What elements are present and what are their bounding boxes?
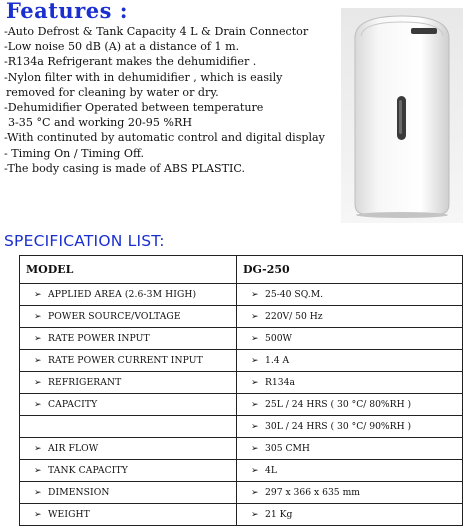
table-row bbox=[20, 284, 463, 306]
feature-item: -R134a Refrigerant makes the dehumidifier . bbox=[4, 55, 257, 69]
dehumidifier-product-image bbox=[341, 8, 463, 223]
model-label: MODEL bbox=[20, 256, 237, 284]
param-name: TANK CAPACITY bbox=[48, 465, 128, 476]
param-cell bbox=[20, 350, 237, 372]
value-cell bbox=[237, 438, 463, 460]
arrow-bullet-icon: ➢ bbox=[34, 378, 42, 388]
param-value: 30L / 24 HRS ( 30 °C/ 90%RH ) bbox=[265, 421, 412, 432]
param-name: AIR FLOW bbox=[48, 443, 99, 454]
param-name: POWER SOURCE/VOLTAGE bbox=[48, 311, 181, 322]
table-row bbox=[20, 350, 463, 372]
table-header-row bbox=[20, 256, 463, 284]
features-list bbox=[4, 24, 334, 176]
param-value: 297 x 366 x 635 mm bbox=[265, 487, 360, 498]
table-row bbox=[20, 504, 463, 526]
param-cell bbox=[20, 394, 237, 416]
value-cell bbox=[237, 306, 463, 328]
value-cell bbox=[237, 284, 463, 306]
param-cell bbox=[20, 372, 237, 394]
arrow-bullet-icon: ➢ bbox=[251, 466, 259, 476]
arrow-bullet-icon: ➢ bbox=[251, 488, 259, 498]
param-name: RATE POWER INPUT bbox=[48, 333, 150, 344]
param-cell bbox=[20, 460, 237, 482]
arrow-bullet-icon: ➢ bbox=[34, 466, 42, 476]
feature-item: - Timing On / Timing Off. bbox=[4, 146, 144, 160]
value-cell bbox=[237, 416, 463, 438]
feature-item: 3-35 °C and working 20-95 %RH bbox=[8, 116, 192, 130]
arrow-bullet-icon: ➢ bbox=[251, 444, 259, 454]
table-row bbox=[20, 438, 463, 460]
table-row bbox=[20, 372, 463, 394]
table-row bbox=[20, 460, 463, 482]
param-value: 4L bbox=[265, 465, 277, 476]
feature-item: -Low noise 50 dB (A) at a distance of 1 m. bbox=[4, 40, 240, 54]
value-cell bbox=[237, 460, 463, 482]
arrow-bullet-icon: ➢ bbox=[251, 334, 259, 344]
table-row bbox=[20, 394, 463, 416]
arrow-bullet-icon: ➢ bbox=[251, 510, 259, 520]
param-value: 25-40 SQ.M. bbox=[265, 289, 324, 300]
feature-item: -The body casing is made of ABS PLASTIC. bbox=[4, 161, 246, 175]
param-cell bbox=[20, 438, 237, 460]
value-cell bbox=[237, 328, 463, 350]
arrow-bullet-icon: ➢ bbox=[251, 378, 259, 388]
arrow-bullet-icon: ➢ bbox=[251, 356, 259, 366]
arrow-bullet-icon: ➢ bbox=[251, 312, 259, 322]
arrow-bullet-icon: ➢ bbox=[34, 312, 42, 322]
feature-item: -With continuted by automatic control and digital display bbox=[4, 131, 325, 145]
feature-item: -Dehumidifier Operated between temperature bbox=[4, 101, 264, 115]
param-name: APPLIED AREA (2.6-3M HIGH) bbox=[48, 289, 197, 300]
arrow-bullet-icon: ➢ bbox=[251, 400, 259, 410]
param-cell bbox=[20, 482, 237, 504]
table-row bbox=[20, 306, 463, 328]
arrow-bullet-icon: ➢ bbox=[34, 290, 42, 300]
param-cell bbox=[20, 306, 237, 328]
param-value: R134a bbox=[265, 377, 295, 388]
arrow-bullet-icon: ➢ bbox=[34, 334, 42, 344]
param-cell bbox=[20, 504, 237, 526]
param-value: 500W bbox=[265, 333, 292, 344]
param-cell bbox=[20, 328, 237, 350]
arrow-bullet-icon: ➢ bbox=[34, 400, 42, 410]
table-row bbox=[20, 482, 463, 504]
arrow-bullet-icon: ➢ bbox=[34, 488, 42, 498]
arrow-bullet-icon: ➢ bbox=[34, 510, 42, 520]
features-title: Features : bbox=[6, 0, 129, 23]
param-value: 21 Kg bbox=[265, 509, 293, 520]
param-name: RATE POWER CURRENT INPUT bbox=[48, 355, 203, 366]
table-row bbox=[20, 416, 463, 438]
arrow-bullet-icon: ➢ bbox=[34, 356, 42, 366]
param-name: WEIGHT bbox=[48, 509, 90, 520]
param-name: CAPACITY bbox=[48, 399, 98, 410]
feature-item: -Auto Defrost & Tank Capacity 4 L & Drain Connector bbox=[4, 25, 309, 38]
value-cell bbox=[237, 504, 463, 526]
param-name: DIMENSION bbox=[48, 487, 110, 498]
specification-table bbox=[19, 255, 463, 526]
arrow-bullet-icon: ➢ bbox=[251, 422, 259, 432]
param-cell bbox=[20, 284, 237, 306]
param-cell-empty bbox=[20, 416, 237, 438]
feature-item: -Nylon filter with in dehumidifier , which is easily bbox=[4, 70, 283, 84]
specification-title: SPECIFICATION LIST: bbox=[4, 232, 165, 250]
value-cell bbox=[237, 394, 463, 416]
arrow-bullet-icon: ➢ bbox=[34, 444, 42, 454]
param-value: 25L / 24 HRS ( 30 °C/ 80%RH ) bbox=[265, 399, 412, 410]
param-value: 1.4 A bbox=[265, 355, 290, 366]
value-cell bbox=[237, 350, 463, 372]
feature-item: removed for cleaning by water or dry. bbox=[6, 85, 219, 99]
param-name: REFRIGERANT bbox=[48, 377, 122, 388]
value-cell bbox=[237, 372, 463, 394]
arrow-bullet-icon: ➢ bbox=[251, 290, 259, 300]
model-value: DG-250 bbox=[237, 256, 463, 284]
param-value: 305 CMH bbox=[265, 443, 310, 454]
value-cell bbox=[237, 482, 463, 504]
table-row bbox=[20, 328, 463, 350]
param-value: 220V/ 50 Hz bbox=[265, 311, 323, 322]
